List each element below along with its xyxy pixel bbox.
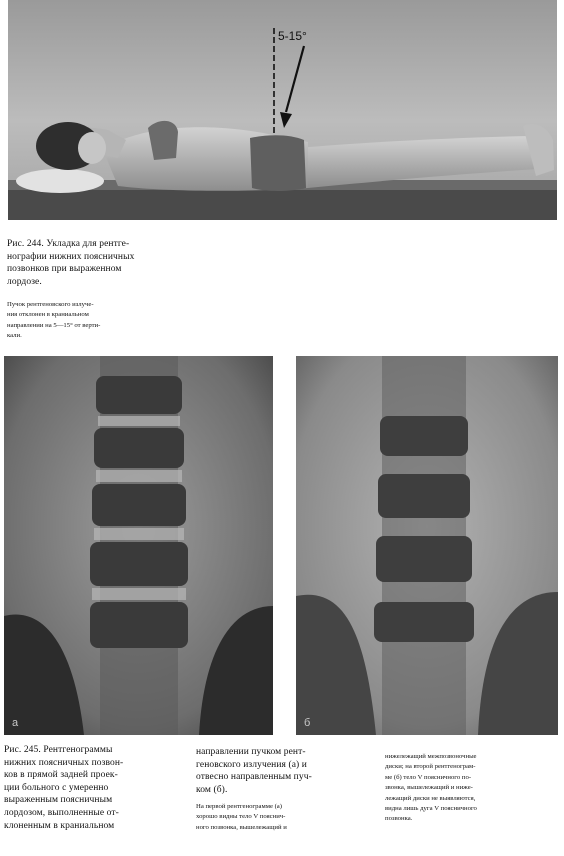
caption-line: выраженным поясничным <box>4 795 113 806</box>
caption-line: ции больного с умеренно <box>4 782 109 793</box>
note-line: позвонка. <box>385 815 413 823</box>
figure-245-note-part1 <box>196 802 346 833</box>
caption-line: ком (б). <box>196 784 228 795</box>
note-line: На первой рентгенограмме (а) <box>196 803 283 810</box>
caption-line: отвесно направленным пуч- <box>196 772 312 783</box>
caption-line: ков в прямой задней проек- <box>4 770 118 781</box>
note-line: ного позвонка, вышележащий и <box>196 823 287 831</box>
note-line: Пучок рентгеновского излуче- <box>7 301 94 308</box>
xray-image-b <box>296 356 558 735</box>
figure-244-caption <box>7 238 157 288</box>
panel-label-a: а <box>12 717 19 729</box>
caption-line: нографии нижних поясничных <box>7 251 135 262</box>
note-line: ме (б) тело V поясничного по- <box>385 773 472 781</box>
note-line: лежащий диски не выявляются, <box>385 794 476 802</box>
note-line: нижележащий межпозвоночные <box>385 753 477 760</box>
caption-line: геновского излучения (а) и <box>196 759 307 770</box>
caption-line: позвонков при выраженном <box>7 264 122 275</box>
note-line: ния отклонен в краниальном <box>7 311 89 319</box>
caption-line: лордозе. <box>7 276 42 287</box>
figure-245-caption-continued <box>196 746 346 796</box>
patient-positioning-photo <box>8 0 557 220</box>
figure-244-note <box>7 300 157 342</box>
caption-line: клоненным в краниальном <box>4 820 115 831</box>
note-line: звонка, вышележащий и ниже- <box>385 784 473 792</box>
caption-line: Рис. 245. Рентгенограммы <box>4 745 113 755</box>
note-line: диски; на второй рентгенограм- <box>385 763 476 771</box>
panel-label-b: б <box>304 717 311 729</box>
note-line: направлении на 5—15° от верти- <box>7 321 101 329</box>
figure-245-note-part2 <box>385 752 535 825</box>
note-line: кали. <box>7 332 22 340</box>
caption-line: нижних поясничных позвон- <box>4 757 124 768</box>
beam-angle-label: 5-15° <box>278 29 307 43</box>
caption-line: направлении пучком рент- <box>196 747 306 757</box>
xray-image-a <box>4 356 273 735</box>
note-line: хорошо видны тело V пояснич- <box>196 813 286 821</box>
figure-245-caption <box>4 744 154 832</box>
note-line: видна лишь дуга V поясничного <box>385 805 477 813</box>
caption-line: Рис. 244. Укладка для рентге- <box>7 239 130 249</box>
caption-line: лордозом, выполненные от- <box>4 807 119 818</box>
